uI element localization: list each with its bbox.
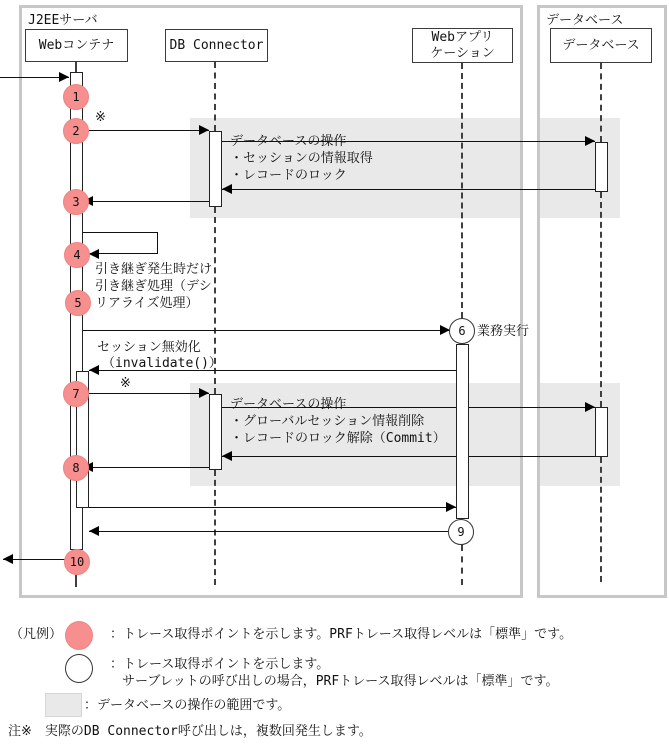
message-to-web-application-2-arrowhead — [446, 502, 456, 512]
message-db-connector-to-database-2-arrowhead — [585, 402, 595, 412]
participant-database — [550, 28, 652, 63]
participant-web-application-label-line2: ケーション — [430, 46, 495, 61]
footnote: 注※ 実際のDB Connector呼び出しは，複数回発生します。 — [8, 724, 372, 739]
db-operation-1-item1: ・セッションの情報取得 — [230, 151, 373, 166]
trace-point-2: 2 — [63, 118, 89, 144]
message-10-outgoing-arrowhead — [3, 554, 13, 564]
session-invalidate-label-line1: セッション無効化 — [97, 340, 201, 355]
message-9-return-line — [89, 531, 448, 532]
db-operation-1-title: データベースの操作 — [230, 134, 347, 149]
db-connector-activation-2 — [209, 394, 222, 470]
database-lifeline — [600, 63, 602, 142]
message-10-outgoing-line — [3, 559, 70, 560]
j2ee-server-frame-label: J2EEサーバ — [28, 13, 98, 28]
web-application-lifeline — [461, 63, 463, 318]
database-frame-label: データベース — [546, 13, 624, 28]
message-3-return-line — [83, 201, 209, 202]
message-2-to-db-connector-arrowhead — [199, 125, 209, 135]
db-connector-lifeline — [214, 62, 216, 131]
gyoumu-jikkou-label: 業務実行 — [477, 324, 530, 339]
message-6-to-web-application-line — [83, 330, 450, 331]
legend-white-trace-point-icon — [65, 654, 93, 683]
participant-web-container — [25, 29, 128, 62]
db-operation-1-item2: ・レコードのロック — [230, 168, 347, 183]
legend-pink-desc: ：トレース取得ポイントを示します。PRFトレース取得レベルは「標準」です。 — [110, 627, 573, 642]
participant-web-application — [412, 28, 513, 63]
message-9-return-arrowhead — [89, 526, 99, 536]
trace-point-3: 3 — [63, 189, 89, 215]
message-2-to-db-connector-line — [83, 130, 209, 131]
legend-pink-trace-point-icon — [65, 621, 93, 650]
trace-point-6: 6 — [449, 318, 475, 344]
trace-point-10: 10 — [64, 549, 90, 575]
legend-white-desc-line1: ：トレース取得ポイントを示します。 — [110, 657, 330, 672]
database-lifeline-bottom — [600, 457, 602, 582]
participant-db-connector — [165, 29, 268, 62]
legend-white-desc-line2: サーブレットの呼び出しの場合，PRFトレース取得レベルは「標準」です。 — [122, 674, 559, 689]
legend-gray-range-icon — [45, 693, 82, 717]
message-database-return-1-arrowhead — [222, 184, 232, 194]
database-frame — [537, 5, 667, 598]
asterisk-mark-2: ※ — [120, 376, 131, 391]
takeover-note-line3: リアライズ処理） — [95, 296, 199, 311]
message-db-connector-to-database-1-arrowhead — [585, 136, 595, 146]
trace-point-8: 8 — [63, 455, 89, 481]
database-lifeline-mid — [600, 192, 602, 407]
message-incoming-request-arrowhead — [59, 72, 69, 82]
message-database-return-2-arrowhead — [222, 451, 232, 461]
session-invalidate-label-line2: （invalidate()） — [102, 356, 222, 371]
trace-point-7: 7 — [63, 381, 89, 407]
database-activation-1 — [595, 142, 608, 192]
takeover-note-line1: 引き継ぎ発生時だけ — [95, 262, 213, 277]
web-application-lifeline-bottom — [461, 545, 463, 585]
legend-caption: （凡例） — [10, 627, 63, 642]
trace-point-9: 9 — [448, 519, 474, 545]
participant-web-container-label: Webコンテナ — [38, 38, 115, 53]
db-operation-2-item1: ・グローバルセッション情報削除 — [230, 414, 425, 429]
message-to-web-application-2-line — [89, 507, 456, 508]
participant-db-connector-label: DB Connector — [169, 38, 264, 53]
participant-web-application-label-line1: Webアプリ — [431, 30, 494, 45]
message-database-return-2-line — [222, 456, 595, 457]
message-7-to-db-connector-line — [89, 393, 209, 394]
db-connector-activation-1 — [209, 131, 222, 207]
participant-database-label: データベース — [562, 38, 640, 53]
web-container-lifeline — [75, 62, 77, 72]
trace-point-5: 5 — [65, 290, 91, 316]
legend-gray-desc: ：データベースの操作の範囲です。 — [84, 698, 291, 713]
message-7-to-db-connector-arrowhead — [199, 388, 209, 398]
database-activation-2 — [595, 407, 608, 457]
message-self-call-arrowhead — [89, 249, 99, 259]
db-connector-lifeline-bottom — [214, 470, 216, 585]
message-database-return-1-line — [222, 189, 595, 190]
trace-point-4: 4 — [64, 242, 90, 268]
message-invalidate-return-arrowhead — [89, 365, 99, 375]
db-operation-2-item2: ・レコードのロック解除（Commit） — [230, 431, 446, 446]
takeover-note-line2: 引き継ぎ処理（デシ — [95, 279, 212, 294]
trace-point-1: 1 — [63, 84, 89, 110]
web-container-lifeline-bottom — [75, 575, 77, 587]
asterisk-mark-1: ※ — [95, 110, 106, 125]
db-operation-2-title: データベースの操作 — [230, 397, 347, 412]
web-application-activation — [456, 344, 469, 519]
message-8-return-line — [83, 467, 209, 468]
